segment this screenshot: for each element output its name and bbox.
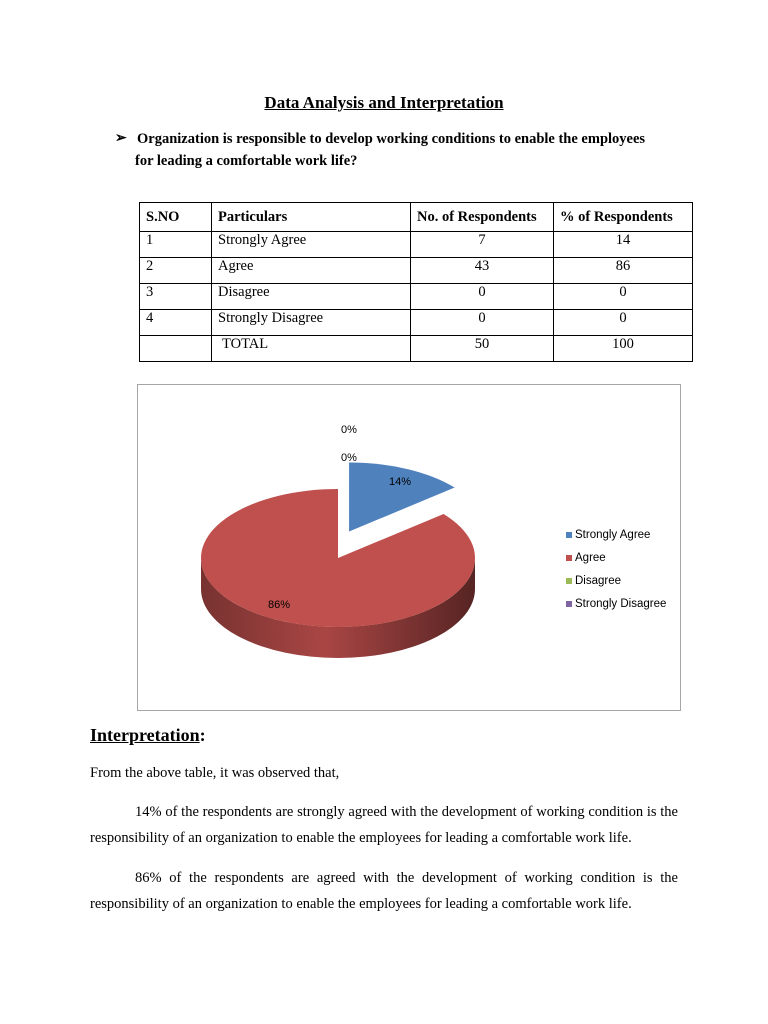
cell-percent: 86 (554, 258, 693, 284)
question-line-2: for leading a comfortable work life? (135, 153, 358, 169)
table-header-row (140, 203, 693, 232)
cell-sno: 2 (140, 258, 212, 284)
interpretation-paragraph-1: 14% of the respondents are strongly agreed with the development of working condition is the responsibility of an organization to enable the employees for leading a comfortable work life. (90, 804, 678, 846)
cell-count: 43 (411, 258, 554, 284)
interpretation-paragraph-2: 86% of the respondents are agreed with the development of working condition is the responsibility of an organization to enable the employees for leading a comfortable work life. (90, 870, 678, 912)
interpretation-heading-text: Interpretation (90, 725, 200, 745)
page-title: Data Analysis and Interpretation (264, 93, 504, 112)
data-label-strongly-disagree: 0% (341, 424, 357, 436)
interpretation-colon: : (199, 725, 206, 745)
cell-sno: 1 (140, 232, 212, 258)
data-label-agree: 86% (267, 599, 291, 611)
legend-item (566, 569, 666, 592)
cell-total-count: 50 (411, 336, 554, 362)
cell-count: 7 (411, 232, 554, 258)
table-row (140, 232, 693, 258)
interpretation-heading (90, 725, 206, 746)
cell-total-sno (140, 336, 212, 362)
header-sno: S.NO (140, 203, 212, 232)
respondents-table (139, 202, 693, 362)
question (115, 128, 695, 172)
legend-swatch (566, 555, 572, 561)
header-percent: % of Respondents (554, 203, 693, 232)
cell-percent: 0 (554, 310, 693, 336)
interpretation-intro: From the above table, it was observed that, (90, 765, 340, 781)
cell-total-label: TOTAL (212, 336, 411, 362)
cell-percent: 0 (554, 284, 693, 310)
legend-item (566, 546, 666, 569)
header-particulars: Particulars (212, 203, 411, 232)
table-row (140, 258, 693, 284)
table-row (140, 284, 693, 310)
data-label-disagree: 0% (341, 452, 357, 464)
chart-legend (566, 523, 666, 615)
table-total-row (140, 336, 693, 362)
legend-item (566, 592, 666, 615)
pie-chart (137, 384, 681, 711)
cell-sno: 4 (140, 310, 212, 336)
legend-label: Agree (575, 551, 606, 564)
cell-percent: 14 (554, 232, 693, 258)
legend-label: Strongly Disagree (575, 597, 667, 610)
cell-sno: 3 (140, 284, 212, 310)
legend-swatch (566, 601, 572, 607)
data-label-strongly-agree: 14% (388, 476, 412, 488)
cell-particular: Disagree (212, 284, 411, 310)
cell-count: 0 (411, 284, 554, 310)
header-count: No. of Respondents (411, 203, 554, 232)
legend-swatch (566, 532, 572, 538)
arrow-bullet-icon: ➢ (115, 131, 127, 146)
legend-label: Disagree (575, 574, 622, 587)
cell-count: 0 (411, 310, 554, 336)
legend-label: Strongly Agree (575, 528, 651, 541)
cell-particular: Agree (212, 258, 411, 284)
pie-slice-top (201, 489, 475, 627)
cell-particular: Strongly Agree (212, 232, 411, 258)
question-line-1: Organization is responsible to develop working conditions to enable the employees (137, 131, 646, 147)
legend-swatch (566, 578, 572, 584)
pie-slice-agree (201, 489, 475, 658)
cell-particular: Strongly Disagree (212, 310, 411, 336)
cell-total-percent: 100 (554, 336, 693, 362)
table-row (140, 310, 693, 336)
legend-item (566, 523, 666, 546)
